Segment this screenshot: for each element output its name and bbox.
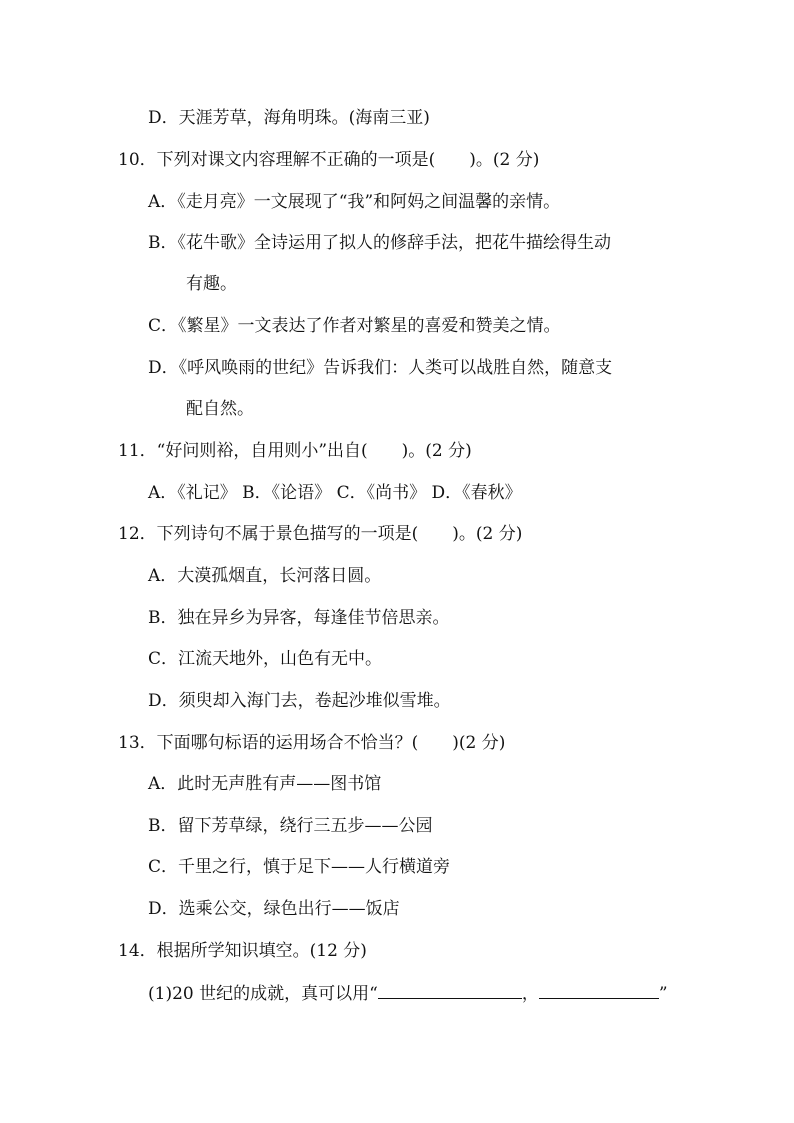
- q13-option-c: C．千里之行，慎于足下——人行横道旁: [148, 857, 451, 877]
- q13-option-d: D．选乘公交，绿色出行——饭店: [148, 899, 400, 919]
- question-14: 14．根据所学知识填空。(12 分): [118, 941, 367, 961]
- q12-option-c: C．江流天地外，山色有无中。: [148, 649, 383, 669]
- question-11: 11．“好问则裕，自用则小”出自( )。(2 分): [118, 441, 472, 461]
- q10-option-d-cont: 配自然。: [186, 399, 254, 419]
- q10-option-b-cont: 有趣。: [186, 274, 237, 294]
- q14-fill-line: [148, 980, 668, 1006]
- answer-blank-1[interactable]: [378, 980, 522, 999]
- q12-option-d: D．须臾却入海门去，卷起沙堆似雪堆。: [148, 691, 451, 711]
- question-12: 12．下列诗句不属于景色描写的一项是( )。(2 分): [118, 524, 523, 544]
- q13-option-a: A．此时无声胜有声——图书馆: [148, 774, 382, 794]
- question-10: 10．下列对课文内容理解不正确的一项是( )。(2 分): [118, 150, 540, 170]
- fill-comma: ，: [521, 984, 539, 1004]
- answer-blank-2[interactable]: [539, 980, 659, 999]
- q10-option-a: A．《走月亮》一文展现了“我”和阿妈之间温馨的亲情。: [148, 192, 561, 212]
- q9-option-d: D．天涯芳草，海角明珠。(海南三亚): [148, 108, 430, 128]
- q12-option-b: B．独在异乡为异客，每逢佳节倍思亲。: [148, 608, 450, 628]
- q11-options: A．《礼记》 B．《论语》 C．《尚书》 D．《春秋》: [148, 483, 522, 503]
- q12-option-a: A．大漠孤烟直，长河落日圆。: [148, 566, 382, 586]
- fill-prefix: (1)20 世纪的成就，真可以用“: [148, 984, 378, 1004]
- q13-option-b: B．留下芳草绿，绕行三五步——公园: [148, 816, 433, 836]
- q10-option-c: C．《繁星》一文表达了作者对繁星的喜爱和赞美之情。: [148, 316, 561, 336]
- question-13: 13．下面哪句标语的运用场合不恰当？( )(2 分): [118, 733, 506, 753]
- fill-suffix: ”: [658, 984, 668, 1004]
- q10-option-b: B．《花牛歌》全诗运用了拟人的修辞手法，把花牛描绘得生动: [148, 233, 611, 253]
- q10-option-d: D．《呼风唤雨的世纪》告诉我们：人类可以战胜自然，随意支: [148, 358, 613, 378]
